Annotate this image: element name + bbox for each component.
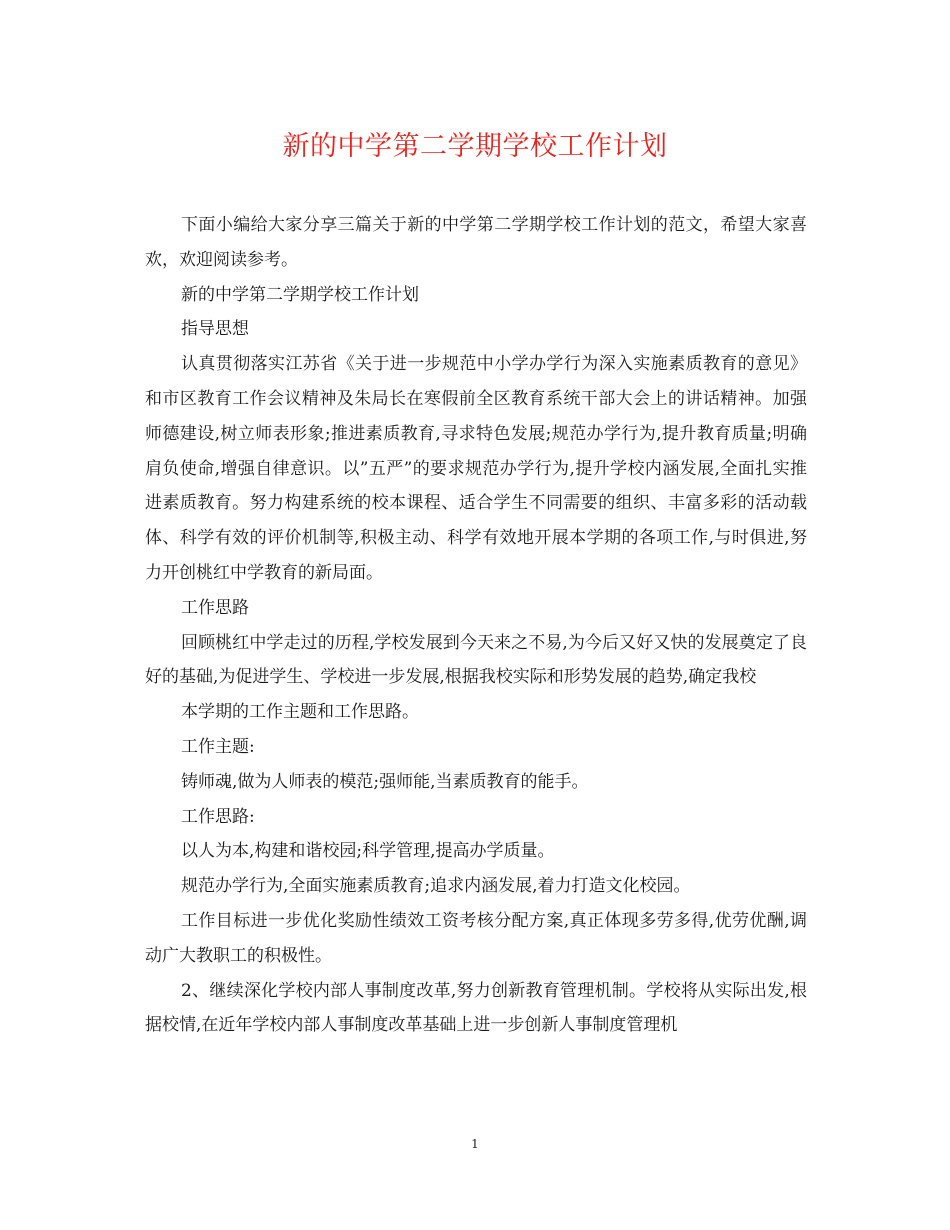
paragraph-heading-guiding-thought: 指导思想	[181, 319, 249, 340]
paragraph-heading-work-ideas: 工作思路:	[181, 806, 255, 827]
page-number: 1	[471, 1137, 479, 1151]
paragraph-review: 回顾桃红中学走过的历程,学校发展到今天来之不易,为今后又好又快的发展奠定了良好的基础,为促进学生、学校进一步发展,根据我校实际和形势发展的趋势,确定我校	[145, 632, 807, 688]
paragraph-subtitle: 新的中学第二学期学校工作计划	[181, 284, 419, 305]
document-body	[145, 208, 807, 1043]
paragraph-intro: 下面小编给大家分享三篇关于新的中学第二学期学校工作计划的范文，希望大家喜欢，欢迎阅读参考。	[145, 215, 807, 270]
paragraph-regulate-school: 规范办学行为,全面实施素质教育;追求内涵发展,着力打造文化校园。	[181, 876, 691, 897]
paragraph-work-theme: 铸师魂,做为人师表的模范;强师能,当素质教育的能手。	[181, 771, 589, 792]
paragraph-heading-work-approach: 工作思路	[181, 597, 249, 618]
paragraph-guiding-thought: 认真贯彻落实江苏省《关于进一步规范中小学办学行为深入实施素质教育的意见》和市区教育工作会议精神及朱局长在寒假前全区教育系统干部大会上的讲话精神。加强师德建设,树立师表形象;推进素质教育,寻求特色发展;规范办学行为,提升教育质量;明确肩负使命,增强自律意识。以”五严”的要求规范办学行为,提升学校内涵发展,全面扎实推进素质教育。努力构建系统的校本课程、适合学生不同需要的组织、丰富多彩的活动载体、科学有效的评价机制等,积极主动、科学有效地开展本学期的各项工作,与时俱进,努力开创桃红中学教育的新局面。	[145, 354, 807, 583]
document-title: 新的中学第二学期学校工作计划	[282, 131, 668, 162]
paragraph-heading-work-theme: 工作主题:	[181, 736, 255, 757]
paragraph-work-goal: 工作目标进一步优化奖励性绩效工资考核分配方案,真正体现多劳多得,优劳优酬,调动广大教职工的积极性。	[145, 910, 807, 966]
paragraph-item-2: 2、继续深化学校内部人事制度改革,努力创新教育管理机制。学校将从实际出发,根据校情,在近年学校内部人事制度改革基础上进一步创新人事制度管理机	[145, 980, 807, 1036]
paragraph-semester-theme: 本学期的工作主题和工作思路。	[181, 702, 419, 723]
paragraph-people-oriented: 以人为本,构建和谐校园;科学管理,提高办学质量。	[181, 841, 555, 862]
